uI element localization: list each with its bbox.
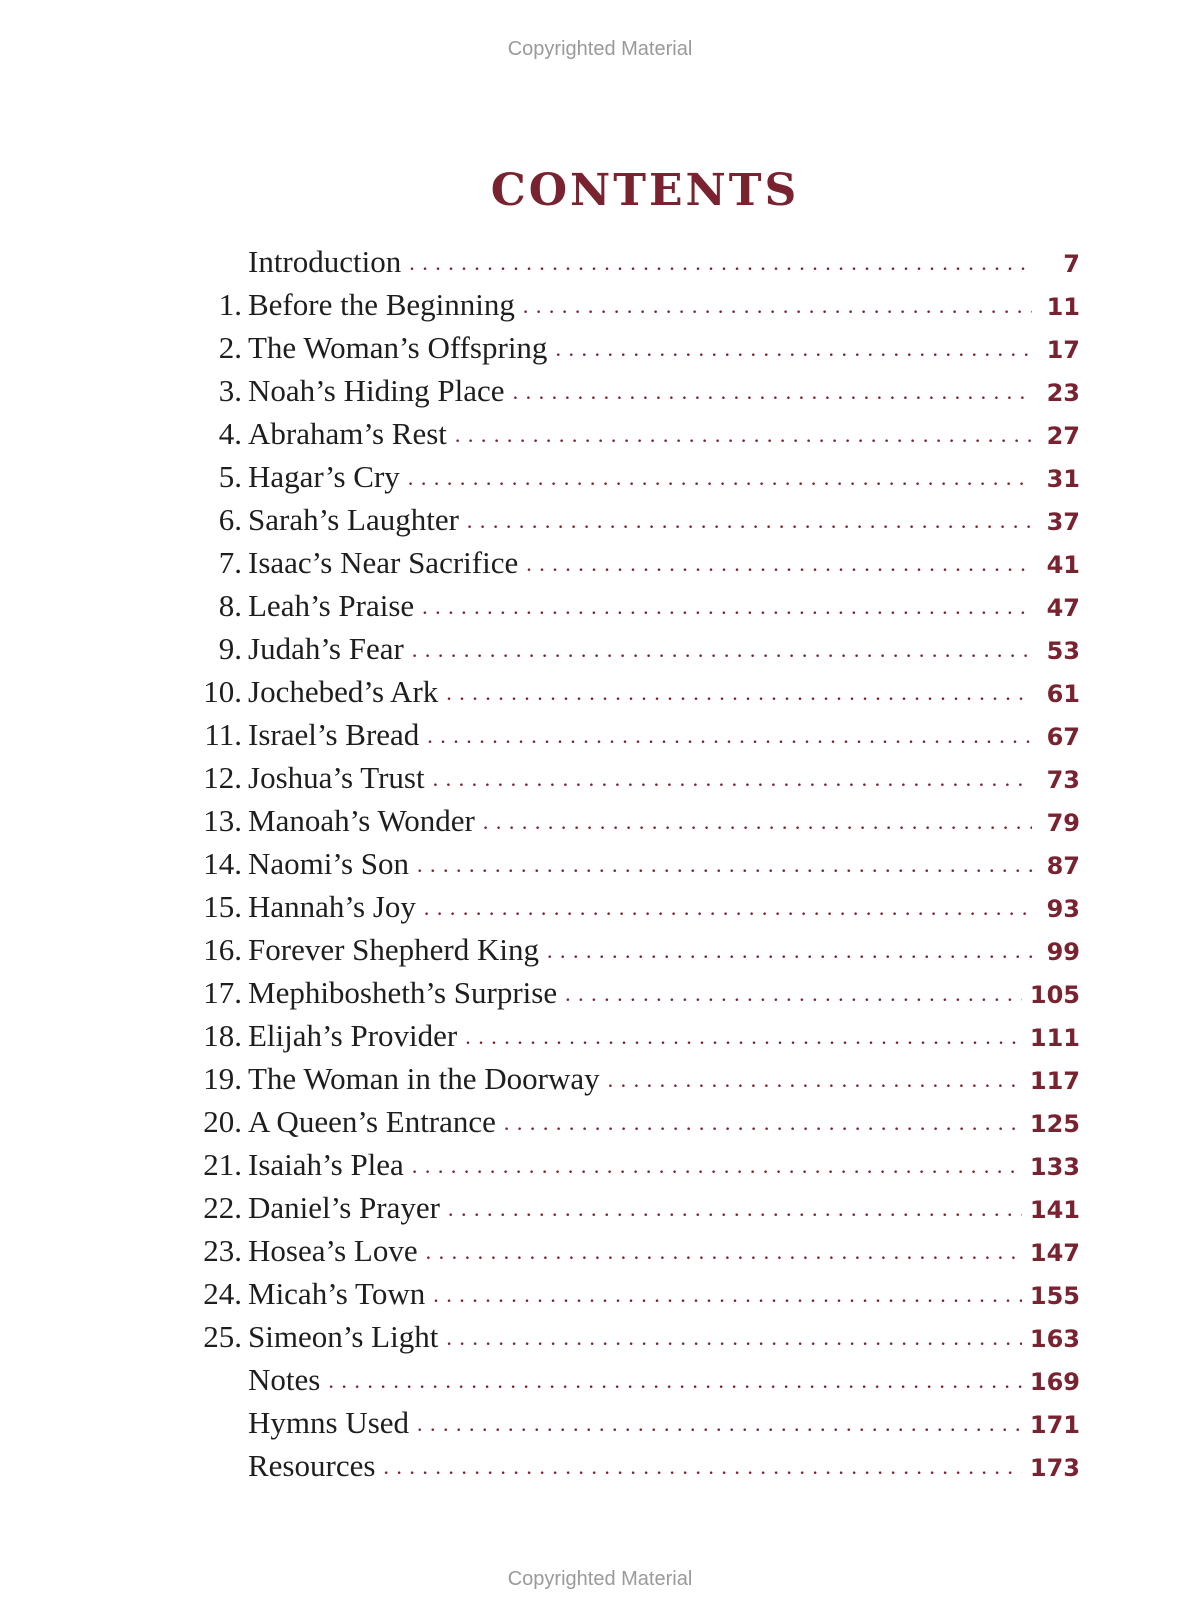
- entry-page-number: 37: [1046, 508, 1080, 536]
- entry-page-number: 99: [1046, 938, 1080, 966]
- toc-entry[interactable]: [190, 846, 1080, 889]
- entry-page-number: 27: [1046, 422, 1080, 450]
- dot-leader: [408, 465, 1032, 491]
- dot-leader: [547, 938, 1032, 964]
- toc-entry[interactable]: [190, 1319, 1080, 1362]
- dot-leader: [526, 551, 1032, 577]
- entry-title: Jochebed’s Ark: [248, 674, 439, 709]
- entry-page-number: 171: [1029, 1411, 1080, 1439]
- entry-title: Isaac’s Near Sacrifice: [248, 545, 519, 580]
- dot-leader: [433, 766, 1032, 792]
- table-of-contents: [190, 244, 1080, 1491]
- toc-entry[interactable]: [190, 932, 1080, 975]
- entry-number: 17.: [203, 975, 242, 1010]
- toc-entry[interactable]: [190, 244, 1080, 287]
- entry-title: Naomi’s Son: [248, 846, 410, 881]
- entry-page-number: 87: [1046, 852, 1080, 880]
- entry-number: 24.: [203, 1276, 242, 1311]
- entry-number: 19.: [203, 1061, 242, 1096]
- toc-entry[interactable]: [190, 1362, 1080, 1405]
- dot-leader: [426, 1239, 1022, 1265]
- entry-page-number: 17: [1046, 336, 1080, 364]
- entry-title: Simeon’s Light: [248, 1319, 439, 1354]
- toc-entry[interactable]: [190, 1061, 1080, 1104]
- entry-number: 1.: [218, 287, 242, 322]
- toc-entry[interactable]: [190, 674, 1080, 717]
- entry-page-number: 11: [1046, 293, 1080, 321]
- entry-page-number: 169: [1029, 1368, 1080, 1396]
- dot-leader: [513, 379, 1032, 405]
- dot-leader: [523, 293, 1032, 319]
- entry-title: Hagar’s Cry: [248, 459, 400, 494]
- entry-number: 11.: [204, 717, 242, 752]
- dot-leader: [427, 723, 1032, 749]
- toc-entry[interactable]: [190, 1018, 1080, 1061]
- entry-number: 16.: [203, 932, 242, 967]
- entry-title: Mephibosheth’s Surprise: [248, 975, 558, 1010]
- entry-number: 18.: [203, 1018, 242, 1053]
- entry-number: 20.: [203, 1104, 242, 1139]
- dot-leader: [424, 895, 1032, 921]
- toc-entry[interactable]: [190, 889, 1080, 932]
- toc-entry[interactable]: [190, 1233, 1080, 1276]
- entry-title: Isaiah’s Plea: [248, 1147, 404, 1182]
- dot-leader: [483, 809, 1032, 835]
- entry-title: Judah’s Fear: [248, 631, 404, 666]
- entry-page-number: 47: [1046, 594, 1080, 622]
- page-title: CONTENTS: [490, 165, 800, 217]
- entry-title: Hosea’s Love: [248, 1233, 418, 1268]
- dot-leader: [417, 852, 1032, 878]
- watermark-bottom: Copyrighted Material: [507, 1568, 693, 1590]
- entry-page-number: 93: [1046, 895, 1080, 923]
- entry-title: Hymns Used: [248, 1405, 410, 1440]
- entry-number: 8.: [218, 588, 242, 623]
- dot-leader: [417, 1411, 1022, 1437]
- entry-number: 23.: [203, 1233, 242, 1268]
- entry-page-number: 23: [1046, 379, 1080, 407]
- toc-entry[interactable]: [190, 1104, 1080, 1147]
- entry-title: Resources: [248, 1448, 376, 1483]
- toc-entry[interactable]: [190, 1276, 1080, 1319]
- toc-entry[interactable]: [190, 1147, 1080, 1190]
- dot-leader: [465, 1024, 1022, 1050]
- toc-entry[interactable]: [190, 373, 1080, 416]
- entry-title: Manoah’s Wonder: [248, 803, 475, 838]
- entry-number: 12.: [203, 760, 242, 795]
- entry-number: 2.: [218, 330, 242, 365]
- entry-number: 25.: [203, 1319, 242, 1354]
- dot-leader: [565, 981, 1022, 1007]
- entry-title: Micah’s Town: [248, 1276, 426, 1311]
- toc-entry[interactable]: [190, 1190, 1080, 1233]
- toc-entry[interactable]: [190, 760, 1080, 803]
- entry-title: Hannah’s Joy: [248, 889, 416, 924]
- entry-page-number: 7: [1063, 250, 1080, 278]
- dot-leader: [446, 680, 1032, 706]
- dot-leader: [446, 1325, 1022, 1351]
- dot-leader: [467, 508, 1032, 534]
- entry-title: Before the Beginning: [248, 287, 515, 322]
- entry-number: 13.: [203, 803, 242, 838]
- dot-leader: [608, 1067, 1022, 1093]
- entry-number: 21.: [203, 1147, 242, 1182]
- toc-entry[interactable]: [190, 459, 1080, 502]
- entry-title: Forever Shepherd King: [248, 932, 539, 967]
- entry-page-number: 31: [1046, 465, 1080, 493]
- entry-page-number: 125: [1029, 1110, 1080, 1138]
- dot-leader: [555, 336, 1032, 362]
- dot-leader: [412, 637, 1032, 663]
- entry-title: The Woman’s Offspring: [248, 330, 548, 365]
- dot-leader: [448, 1196, 1022, 1222]
- entry-page-number: 53: [1046, 637, 1080, 665]
- toc-entry[interactable]: [190, 416, 1080, 459]
- entry-number: 4.: [218, 416, 242, 451]
- entry-title: Leah’s Praise: [248, 588, 415, 623]
- entry-page-number: 73: [1046, 766, 1080, 794]
- entry-page-number: 163: [1029, 1325, 1080, 1353]
- entry-page-number: 133: [1029, 1153, 1080, 1181]
- entry-title: Notes: [248, 1362, 321, 1397]
- entry-page-number: 117: [1029, 1067, 1080, 1095]
- entry-title: Noah’s Hiding Place: [248, 373, 505, 408]
- dot-leader: [383, 1454, 1021, 1480]
- entry-number: 3.: [218, 373, 242, 408]
- toc-entry[interactable]: [190, 1405, 1080, 1448]
- entry-title: Joshua’s Trust: [248, 760, 425, 795]
- entry-number: 6.: [218, 502, 242, 537]
- entry-page-number: 61: [1046, 680, 1080, 708]
- dot-leader: [455, 422, 1032, 448]
- toc-entry[interactable]: [190, 1448, 1080, 1491]
- toc-entry[interactable]: [190, 545, 1080, 588]
- entry-page-number: 173: [1029, 1454, 1080, 1482]
- toc-entry[interactable]: [190, 330, 1080, 373]
- toc-entry[interactable]: [190, 502, 1080, 545]
- toc-entry[interactable]: [190, 287, 1080, 330]
- entry-title: Elijah’s Provider: [248, 1018, 458, 1053]
- toc-entry[interactable]: [190, 588, 1080, 631]
- entry-title: A Queen’s Entrance: [248, 1104, 496, 1139]
- entry-number: 10.: [203, 674, 242, 709]
- entry-title: The Woman in the Doorway: [248, 1061, 600, 1096]
- dot-leader: [433, 1282, 1022, 1308]
- entry-number: 14.: [203, 846, 242, 881]
- toc-entry[interactable]: [190, 803, 1080, 846]
- watermark-top: Copyrighted Material: [507, 38, 693, 60]
- toc-entry[interactable]: [190, 631, 1080, 674]
- dot-leader: [504, 1110, 1022, 1136]
- entry-number: 5.: [218, 459, 242, 494]
- entry-number: 15.: [203, 889, 242, 924]
- entry-number: 9.: [218, 631, 242, 666]
- entry-number: 7.: [218, 545, 242, 580]
- entry-page-number: 67: [1046, 723, 1080, 751]
- entry-page-number: 105: [1029, 981, 1080, 1009]
- entry-page-number: 141: [1029, 1196, 1080, 1224]
- entry-title: Introduction: [248, 244, 402, 279]
- dot-leader: [328, 1368, 1022, 1394]
- entry-title: Daniel’s Prayer: [248, 1190, 440, 1225]
- dot-leader: [412, 1153, 1022, 1179]
- entry-title: Israel’s Bread: [248, 717, 420, 752]
- dot-leader: [409, 250, 1032, 276]
- entry-page-number: 155: [1029, 1282, 1080, 1310]
- entry-number: 22.: [203, 1190, 242, 1225]
- entry-title: Sarah’s Laughter: [248, 502, 459, 537]
- entry-page-number: 147: [1029, 1239, 1080, 1267]
- entry-page-number: 111: [1029, 1024, 1080, 1052]
- entry-title: Abraham’s Rest: [248, 416, 447, 451]
- toc-entry[interactable]: [190, 975, 1080, 1018]
- toc-entry[interactable]: [190, 717, 1080, 760]
- dot-leader: [422, 594, 1032, 620]
- entry-page-number: 79: [1046, 809, 1080, 837]
- entry-page-number: 41: [1046, 551, 1080, 579]
